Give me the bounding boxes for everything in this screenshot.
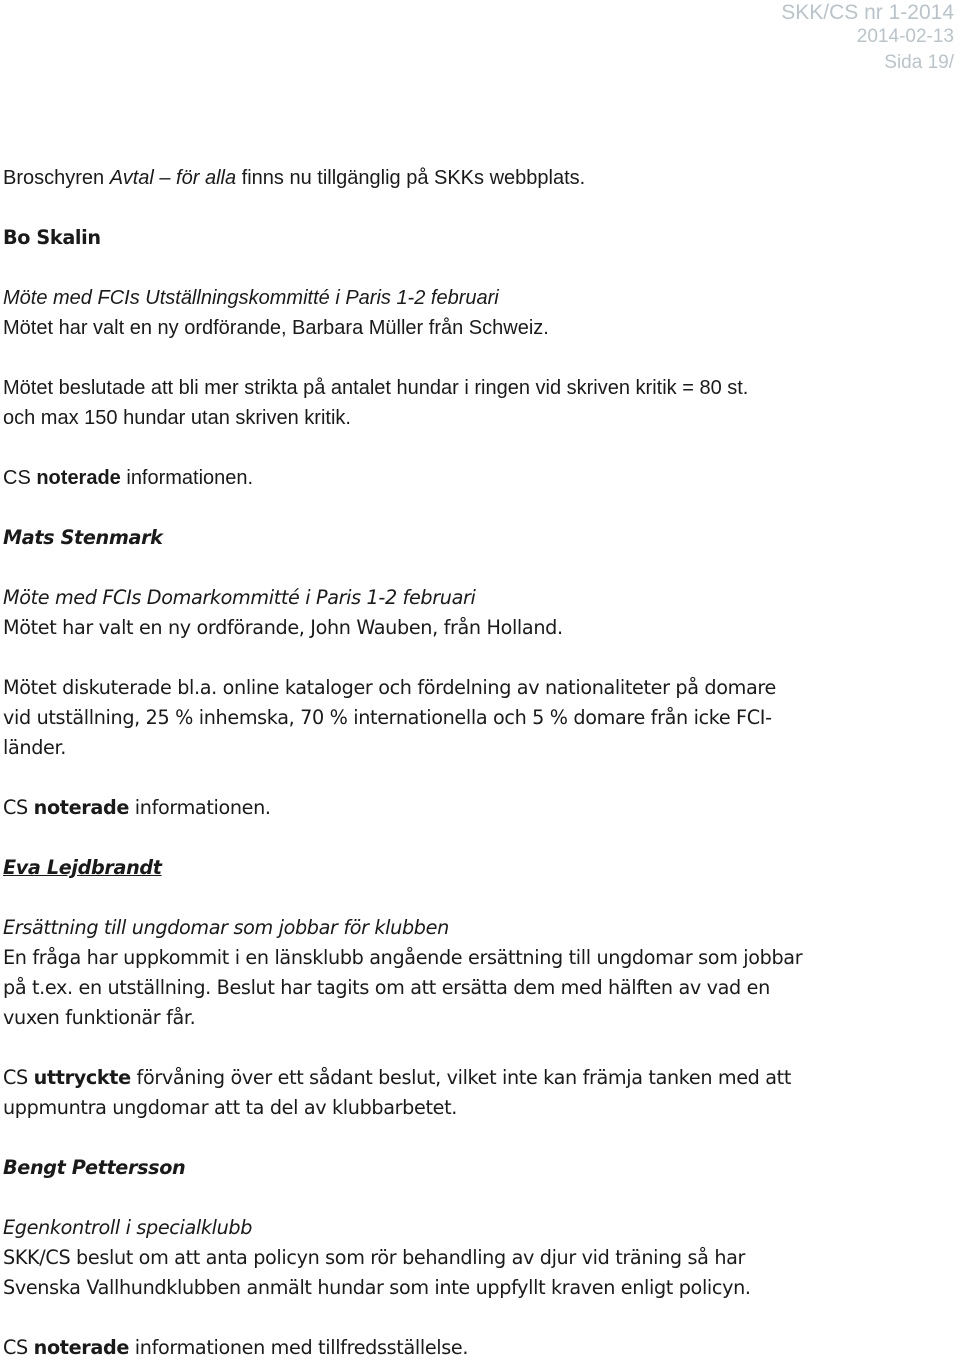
paragraph-line: Mötet beslutade att bli mer strikta på antalet hundar i ringen vid skriven kritik = 80 st. (3, 377, 749, 399)
document-date: 2014-02-13 (856, 26, 954, 47)
paragraph-line: och max 150 hundar utan skriven kritik. (3, 407, 351, 429)
paragraph-line: Mötet diskuterade bl.a. online kataloger och fördelning av nationaliteter på domare (3, 676, 776, 699)
paragraph-line: En fråga har uppkommit i en länsklubb angående ersättning till ungdomar som jobbar (3, 946, 803, 969)
section-heading-pettersson: Bengt Pettersson (3, 1156, 186, 1179)
decision-skalin: CS noterade informationen. (3, 467, 254, 489)
paragraph-line: vuxen funktionär får. (3, 1006, 196, 1029)
page-header (781, 0, 954, 78)
section-subject-stenmark: Möte med FCIs Domarkommitté i Paris 1-2 februari (3, 586, 476, 609)
section-heading-skalin: Bo Skalin (3, 226, 101, 249)
paragraph-line: SKK/CS beslut om att anta policyn som rör behandling av djur vid träning så har (3, 1246, 746, 1269)
section-subject-pettersson: Egenkontroll i specialklubb (3, 1216, 253, 1239)
paragraph-line: Svenska Vallhundklubben anmält hundar som inte uppfyllt kraven enligt policyn. (3, 1276, 751, 1299)
section-subject-lejdbrandt: Ersättning till ungdomar som jobbar för klubben (3, 916, 449, 939)
decision-pettersson: CS noterade informationen med tillfredsställelse. (3, 1336, 469, 1359)
paragraph-line: vid utställning, 25 % inhemska, 70 % internationella och 5 % domare från icke FCI- (3, 706, 772, 729)
section-heading-lejdbrandt: Eva Lejdbrandt (3, 856, 162, 879)
paragraph-line: Mötet har valt en ny ordförande, Barbara Müller från Schweiz. (3, 317, 549, 339)
paragraph-line: uppmuntra ungdomar att ta del av klubbarbetet. (3, 1096, 458, 1119)
section-heading-stenmark: Mats Stenmark (3, 526, 163, 549)
paragraph-line: på t.ex. en utställning. Beslut har tagits om att ersätta dem med hälften av vad en (3, 976, 770, 999)
intro-paragraph: Broschyren Avtal – för alla finns nu tillgänglig på SKKs webbplats. (3, 167, 586, 189)
paragraph-line: Mötet har valt en ny ordförande, John Wauben, från Holland. (3, 616, 563, 639)
paragraph-line: länder. (3, 736, 67, 759)
document-body (3, 163, 953, 1363)
decision-lejdbrandt: CS uttryckte förvåning över ett sådant beslut, vilket inte kan främja tanken med att (3, 1066, 792, 1089)
document-number: SKK/CS nr 1-2014 (781, 1, 954, 24)
section-subject-skalin: Möte med FCIs Utställningskommitté i Paris 1-2 februari (3, 287, 499, 309)
page-number: Sida 19/ (884, 52, 954, 73)
decision-stenmark: CS noterade informationen. (3, 796, 271, 819)
brochure-title: Avtal – för alla (109, 167, 237, 189)
